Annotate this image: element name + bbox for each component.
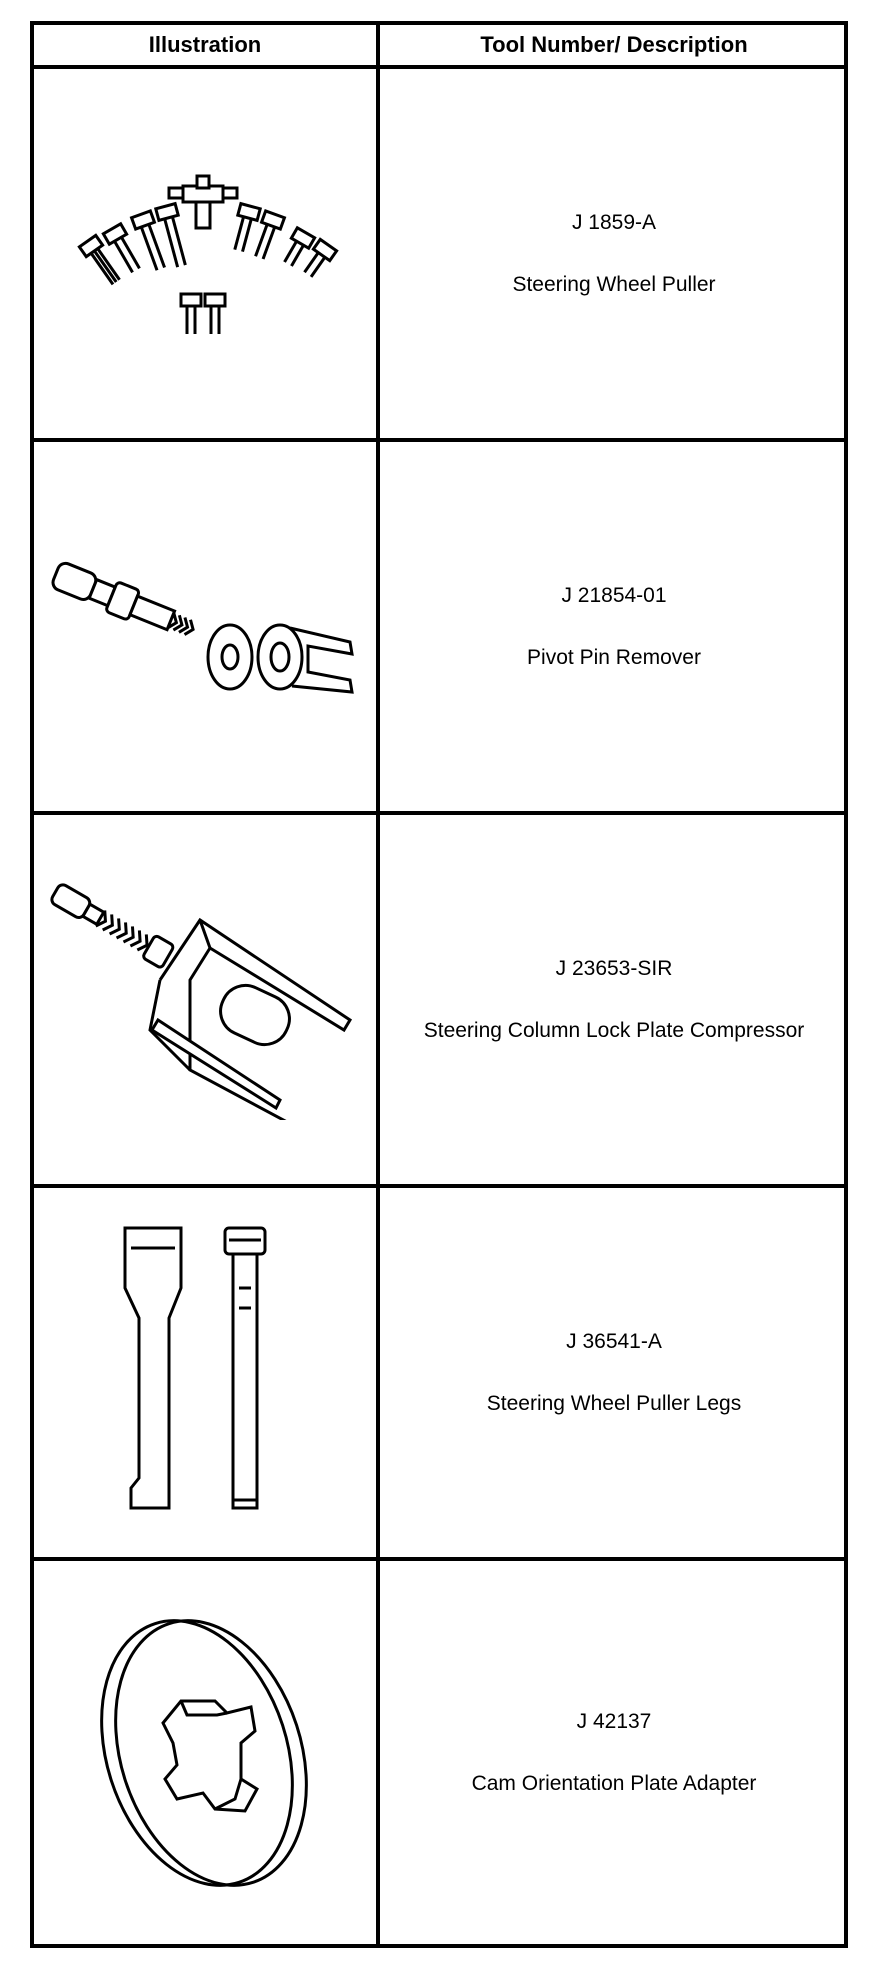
tool-table — [30, 21, 848, 1948]
illustration-header: Illustration — [148, 32, 262, 57]
steering-wheel-puller-icon — [55, 154, 355, 354]
illustration-cell — [34, 815, 376, 1184]
tool-description: Steering Wheel Puller Legs — [486, 1391, 742, 1415]
description-cell — [380, 69, 848, 438]
description-cell — [380, 442, 848, 811]
table-row — [34, 69, 844, 442]
tool-description: Steering Column Lock Plate Compressor — [423, 1018, 805, 1042]
pivot-pin-remover-icon — [40, 542, 370, 712]
tool-number: J 36541-A — [566, 1329, 662, 1353]
tool-description: Steering Wheel Puller — [512, 272, 716, 296]
tool-number: J 21854-01 — [561, 583, 667, 607]
tool-number: J 1859-A — [571, 210, 657, 234]
cam-plate-adapter-icon — [85, 1603, 325, 1903]
tool-description: Pivot Pin Remover — [527, 645, 701, 669]
illustration-cell — [34, 1188, 376, 1557]
tool-number: J 42137 — [576, 1709, 652, 1733]
table-row — [34, 815, 844, 1188]
tool-description: Cam Orientation Plate Adapter — [471, 1771, 757, 1795]
table-row — [34, 1561, 844, 1944]
description-header: Tool Number/ Description — [480, 32, 748, 57]
lock-plate-compressor-icon — [40, 880, 370, 1120]
description-cell — [380, 815, 848, 1184]
description-cell — [380, 1561, 848, 1944]
illustration-cell — [34, 69, 376, 438]
table-row — [34, 442, 844, 815]
puller-legs-icon — [105, 1218, 305, 1528]
table-row — [34, 1188, 844, 1561]
tool-number: J 23653-SIR — [555, 956, 673, 980]
table-header — [34, 25, 844, 69]
description-cell — [380, 1188, 848, 1557]
illustration-cell — [34, 1561, 376, 1944]
illustration-cell — [34, 442, 376, 811]
